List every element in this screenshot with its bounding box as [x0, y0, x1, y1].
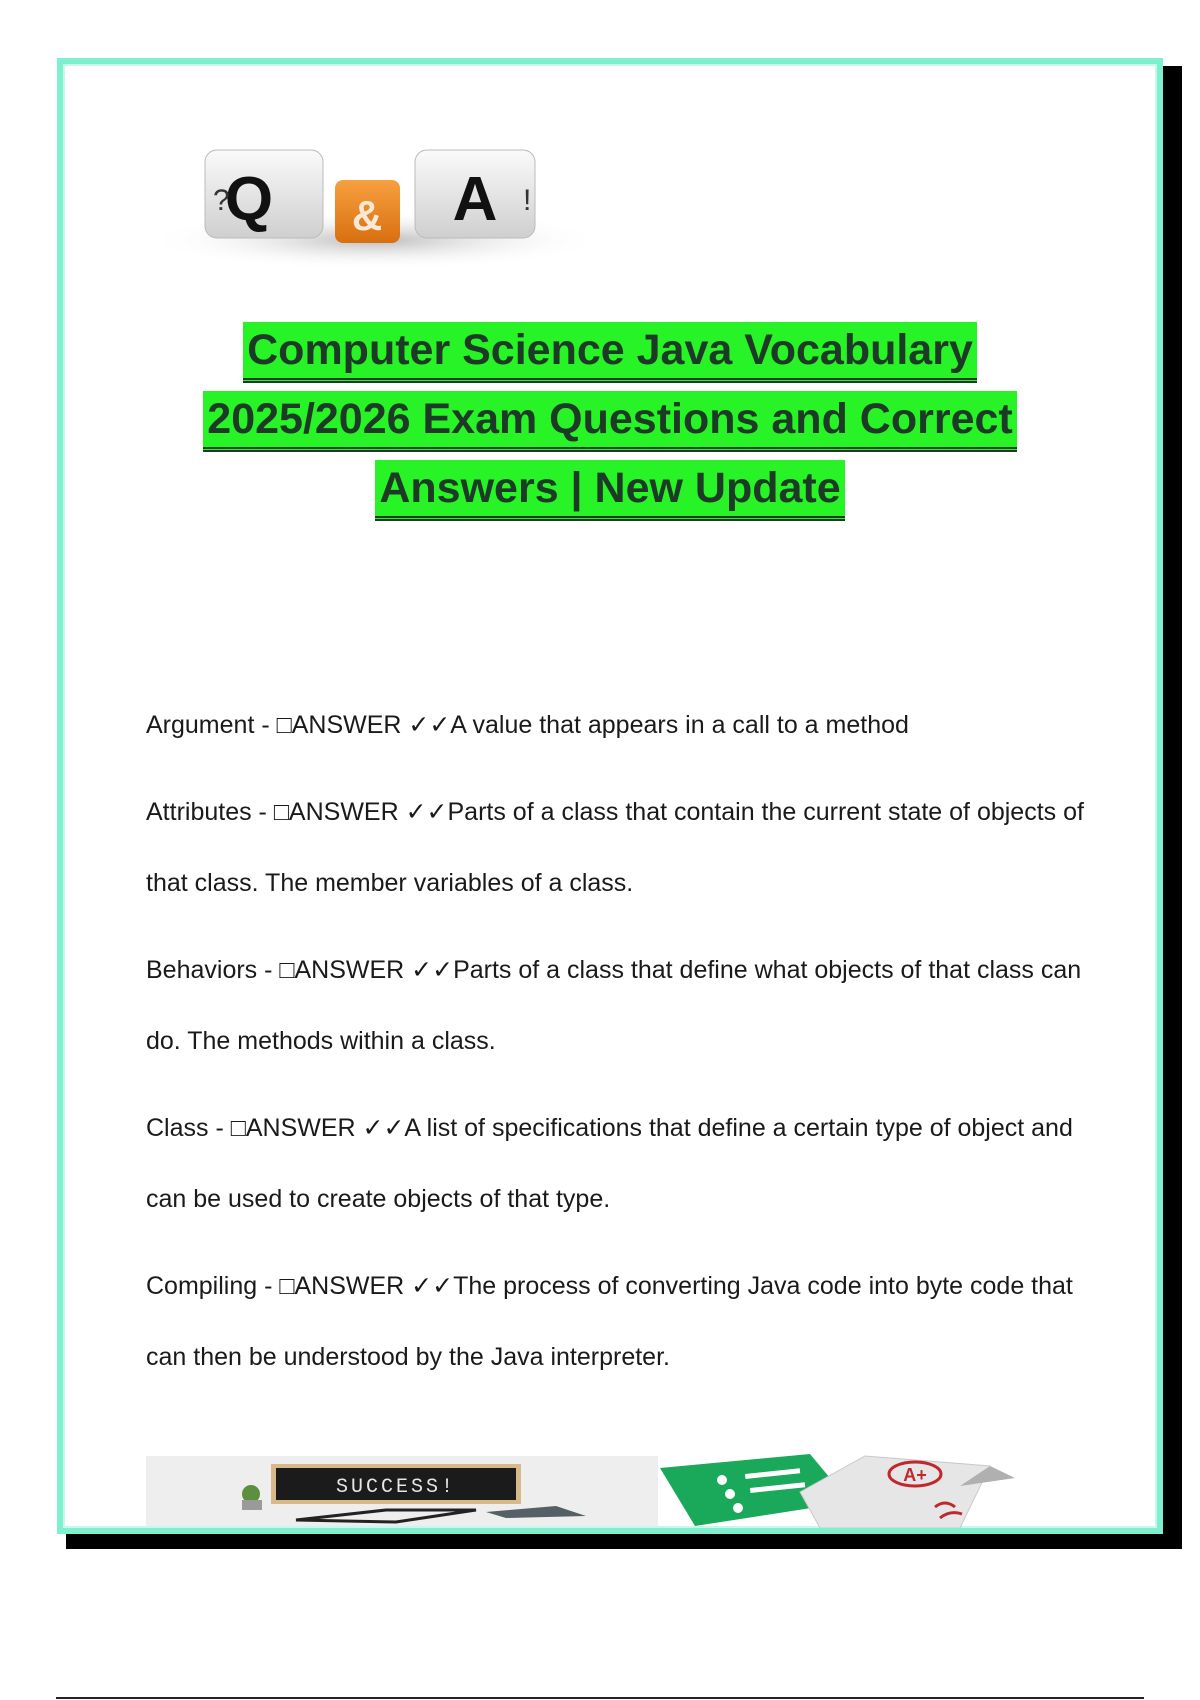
entry-term: Behaviors: [146, 956, 258, 984]
vocab-entry-compiling: [146, 1251, 1086, 1393]
entry-separator: -: [257, 1272, 280, 1300]
entry-definition: Parts of a class that define what objects of that class can do. The methods within a class.: [146, 956, 1082, 1055]
qa-dice-logo: [145, 90, 600, 290]
success-banner-image: [146, 1456, 658, 1526]
entry-separator: -: [254, 711, 277, 739]
entry-separator: -: [208, 1114, 231, 1142]
page-bottom-rule: [56, 1697, 1144, 1699]
logo-q: Q: [224, 165, 274, 234]
title-line-3: Answers | New Update: [375, 460, 844, 521]
answer-marker: □ANSWER ✓✓: [230, 1114, 405, 1142]
vocabulary-list: [146, 690, 1086, 1409]
vocab-entry-behaviors: [146, 935, 1086, 1077]
document-title: [80, 318, 1140, 525]
vocab-entry-attributes: [146, 777, 1086, 919]
vocab-entry-class: [146, 1093, 1086, 1235]
entry-separator: -: [257, 956, 280, 984]
logo-exclaim: !: [523, 184, 532, 217]
entry-definition: The process of converting Java code into byte code that can then be understood by the Java interpreter.: [146, 1272, 1073, 1371]
entry-term: Compiling: [146, 1272, 258, 1300]
entry-term: Class: [146, 1114, 209, 1142]
entry-term: Argument: [146, 711, 255, 739]
entry-separator: -: [251, 798, 274, 826]
success-sign-text: SUCCESS!: [335, 1476, 457, 1499]
answer-marker: □ANSWER ✓✓: [276, 711, 451, 739]
entry-definition: A list of specifications that define a certain type of object and can be used to create objects of that type.: [146, 1114, 1073, 1213]
answer-marker: □ANSWER ✓✓: [273, 798, 448, 826]
entry-definition: A value that appears in a call to a method: [450, 711, 909, 739]
vocab-entry-argument: [146, 690, 1086, 761]
answer-marker: □ANSWER ✓✓: [279, 1272, 454, 1300]
title-line-2: 2025/2026 Exam Questions and Correct: [203, 391, 1016, 452]
grade-documents-image: [660, 1452, 1060, 1528]
logo-question: ?: [213, 184, 230, 217]
logo-a: A: [452, 165, 498, 234]
logo-amp: &: [351, 192, 383, 239]
answer-marker: □ANSWER ✓✓: [279, 956, 454, 984]
grade-text: A+: [903, 1465, 927, 1485]
entry-term: Attributes: [146, 798, 252, 826]
title-line-1: Computer Science Java Vocabulary: [243, 322, 977, 383]
entry-definition: Parts of a class that contain the current state of objects of that class. The member variables of a class.: [146, 798, 1084, 897]
